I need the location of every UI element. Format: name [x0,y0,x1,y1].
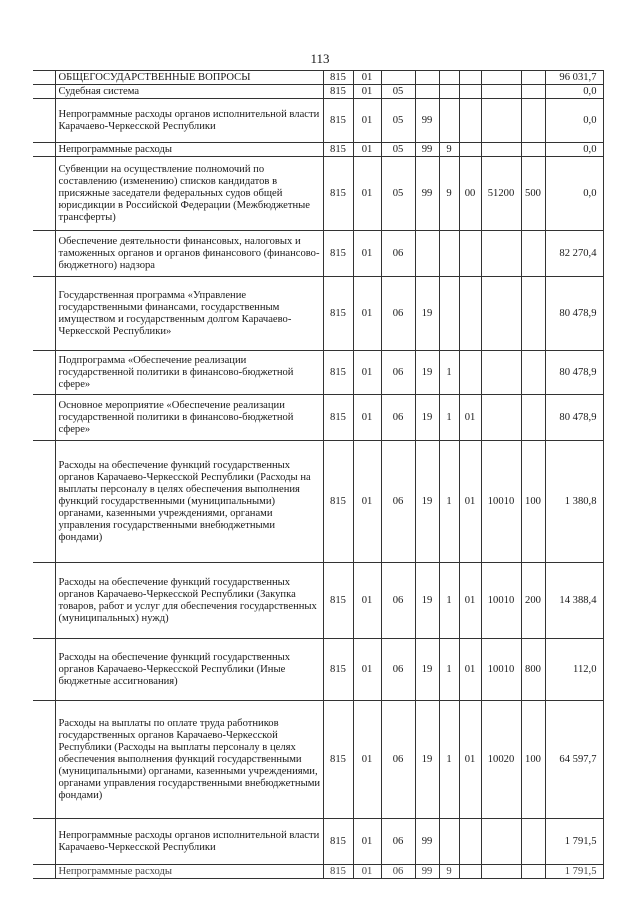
direction-code: 10010 [481,639,521,701]
direction-code [481,395,521,441]
admin-code: 815 [323,143,353,157]
table-row [33,143,603,157]
table-row [33,99,603,143]
subprogram-code [439,277,459,351]
program-code: 19 [415,441,439,563]
table-row [33,441,603,563]
admin-code: 815 [323,351,353,395]
amount: 82 270,4 [545,231,603,277]
section-code: 01 [353,157,381,231]
amount: 96 031,7 [545,71,603,85]
admin-code: 815 [323,441,353,563]
amount: 64 597,7 [545,701,603,819]
expense-type-code: 100 [521,701,545,819]
row-name: Субвенции на осуществление полномочий по составлению (изменению) списков кандидатов в присяжные заседатели федеральных судов общей юрисдикции в Российской Федерации (Межбюджетные трансферты) [55,157,323,231]
event-code [459,71,481,85]
program-code: 99 [415,865,439,879]
direction-code [481,143,521,157]
direction-code: 10010 [481,441,521,563]
expense-type-code: 800 [521,639,545,701]
direction-code [481,865,521,879]
program-code [415,85,439,99]
row-name: Государственная программа «Управление государственными финансами, государственным имуществом и государственным долгом Карачаево-Черкесской Республики» [55,277,323,351]
table-row [33,231,603,277]
program-code: 99 [415,819,439,865]
admin-code: 815 [323,99,353,143]
subsection-code: 05 [381,157,415,231]
table-row [33,277,603,351]
subsection-code [381,71,415,85]
expense-type-code [521,865,545,879]
section-code: 01 [353,143,381,157]
amount: 1 380,8 [545,441,603,563]
admin-code: 815 [323,277,353,351]
admin-code: 815 [323,71,353,85]
event-code [459,277,481,351]
row-name: Расходы на обеспечение функций государственных органов Карачаево-Черкесской Республики (Иные бюджетные ассигнования) [55,639,323,701]
admin-code: 815 [323,85,353,99]
subprogram-code: 1 [439,351,459,395]
expense-type-code [521,351,545,395]
subprogram-code: 1 [439,563,459,639]
subprogram-code: 9 [439,143,459,157]
direction-code [481,277,521,351]
program-code: 19 [415,639,439,701]
section-code: 01 [353,99,381,143]
subsection-code: 06 [381,441,415,563]
amount: 112,0 [545,639,603,701]
expense-type-code [521,99,545,143]
subprogram-code: 9 [439,157,459,231]
table-row [33,865,603,879]
row-name: Подпрограмма «Обеспечение реализации государственной политики в финансово-бюджетной сфере» [55,351,323,395]
row-name: Обеспечение деятельности финансовых, налоговых и таможенных органов и органов финансового (финансово-бюджетного) надзора [55,231,323,277]
amount: 1 791,5 [545,819,603,865]
section-code: 01 [353,865,381,879]
row-name: Расходы на выплаты по оплате труда работников государственных органов Карачаево-Черкесской Республики (Расходы на выплаты персоналу в целях обеспечения выполнения функций государственными (муниципальными) органами, казенными учреждениями, органами управления государственными внебюджетными фондами) [55,701,323,819]
subsection-code: 06 [381,563,415,639]
page-number: 113 [310,51,330,66]
table-row [33,157,603,231]
event-code [459,143,481,157]
program-code: 19 [415,395,439,441]
row-name: Непрограммные расходы [55,143,323,157]
program-code: 19 [415,277,439,351]
event-code: 00 [459,157,481,231]
expense-type-code [521,277,545,351]
admin-code: 815 [323,395,353,441]
table-row [33,351,603,395]
section-code: 01 [353,71,381,85]
row-name: ОБЩЕГОСУДАРСТВЕННЫЕ ВОПРОСЫ [55,71,323,85]
direction-code [481,819,521,865]
event-code [459,99,481,143]
event-code: 01 [459,395,481,441]
expense-type-code [521,231,545,277]
admin-code: 815 [323,865,353,879]
subprogram-code: 9 [439,865,459,879]
section-code: 01 [353,277,381,351]
expense-type-code: 100 [521,441,545,563]
admin-code: 815 [323,231,353,277]
expense-type-code [521,71,545,85]
amount: 0,0 [545,99,603,143]
admin-code: 815 [323,157,353,231]
row-name: Непрограммные расходы органов исполнительной власти Карачаево-Черкесской Республики [55,99,323,143]
row-name: Расходы на обеспечение функций государственных органов Карачаево-Черкесской Республики (Закупка товаров, работ и услуг для обеспечения государственных (муниципальных) нужд) [55,563,323,639]
program-code: 19 [415,563,439,639]
table-row [33,85,603,99]
subprogram-code [439,231,459,277]
event-code [459,231,481,277]
subprogram-code [439,819,459,865]
expense-type-code [521,85,545,99]
subprogram-code: 1 [439,395,459,441]
amount: 80 478,9 [545,395,603,441]
expense-type-code [521,819,545,865]
program-code: 99 [415,143,439,157]
event-code: 01 [459,639,481,701]
program-code: 19 [415,701,439,819]
amount: 14 388,4 [545,563,603,639]
amount: 0,0 [545,143,603,157]
subprogram-code: 1 [439,639,459,701]
subsection-code: 06 [381,351,415,395]
budget-table [33,70,604,879]
table-row [33,701,603,819]
event-code [459,351,481,395]
admin-code: 815 [323,819,353,865]
admin-code: 815 [323,563,353,639]
subsection-code: 05 [381,143,415,157]
subsection-code: 06 [381,231,415,277]
expense-type-code [521,395,545,441]
amount: 80 478,9 [545,277,603,351]
event-code [459,865,481,879]
direction-code [481,99,521,143]
section-code: 01 [353,563,381,639]
event-code: 01 [459,563,481,639]
direction-code [481,85,521,99]
table-row [33,71,603,85]
direction-code [481,71,521,85]
subprogram-code [439,99,459,143]
program-code [415,231,439,277]
program-code: 99 [415,157,439,231]
amount: 0,0 [545,85,603,99]
row-name: Основное мероприятие «Обеспечение реализации государственной политики в финансово-бюджетной сфере» [55,395,323,441]
row-name: Расходы на обеспечение функций государственных органов Карачаево-Черкесской Республики (Расходы на выплаты персоналу в целях обеспечения выполнения функций государственными (муниципальными) органами, казенными учреждениями, органами управления государственными внебюджетными фондами) [55,441,323,563]
section-code: 01 [353,819,381,865]
table-body [33,71,603,879]
event-code: 01 [459,701,481,819]
subsection-code: 05 [381,99,415,143]
section-code: 01 [353,85,381,99]
subsection-code: 06 [381,701,415,819]
section-code: 01 [353,441,381,563]
subprogram-code: 1 [439,441,459,563]
subsection-code: 05 [381,85,415,99]
subprogram-code [439,85,459,99]
program-code: 19 [415,351,439,395]
expense-type-code [521,143,545,157]
subprogram-code: 1 [439,701,459,819]
direction-code: 51200 [481,157,521,231]
admin-code: 815 [323,639,353,701]
event-code: 01 [459,441,481,563]
section-code: 01 [353,351,381,395]
section-code: 01 [353,701,381,819]
subsection-code: 06 [381,395,415,441]
program-code [415,71,439,85]
amount: 0,0 [545,157,603,231]
table-row [33,639,603,701]
amount: 80 478,9 [545,351,603,395]
direction-code: 10020 [481,701,521,819]
subsection-code: 06 [381,819,415,865]
event-code [459,819,481,865]
row-name: Непрограммные расходы [55,865,323,879]
section-code: 01 [353,231,381,277]
subsection-code: 06 [381,639,415,701]
admin-code: 815 [323,701,353,819]
subsection-code: 06 [381,865,415,879]
amount: 1 791,5 [545,865,603,879]
table-row [33,563,603,639]
direction-code: 10010 [481,563,521,639]
event-code [459,85,481,99]
section-code: 01 [353,395,381,441]
direction-code [481,351,521,395]
program-code: 99 [415,99,439,143]
table-row [33,819,603,865]
row-name: Непрограммные расходы органов исполнительной власти Карачаево-Черкесской Республики [55,819,323,865]
direction-code [481,231,521,277]
row-name: Судебная система [55,85,323,99]
table-row [33,395,603,441]
subprogram-code [439,71,459,85]
subsection-code: 06 [381,277,415,351]
expense-type-code: 200 [521,563,545,639]
section-code: 01 [353,639,381,701]
expense-type-code: 500 [521,157,545,231]
